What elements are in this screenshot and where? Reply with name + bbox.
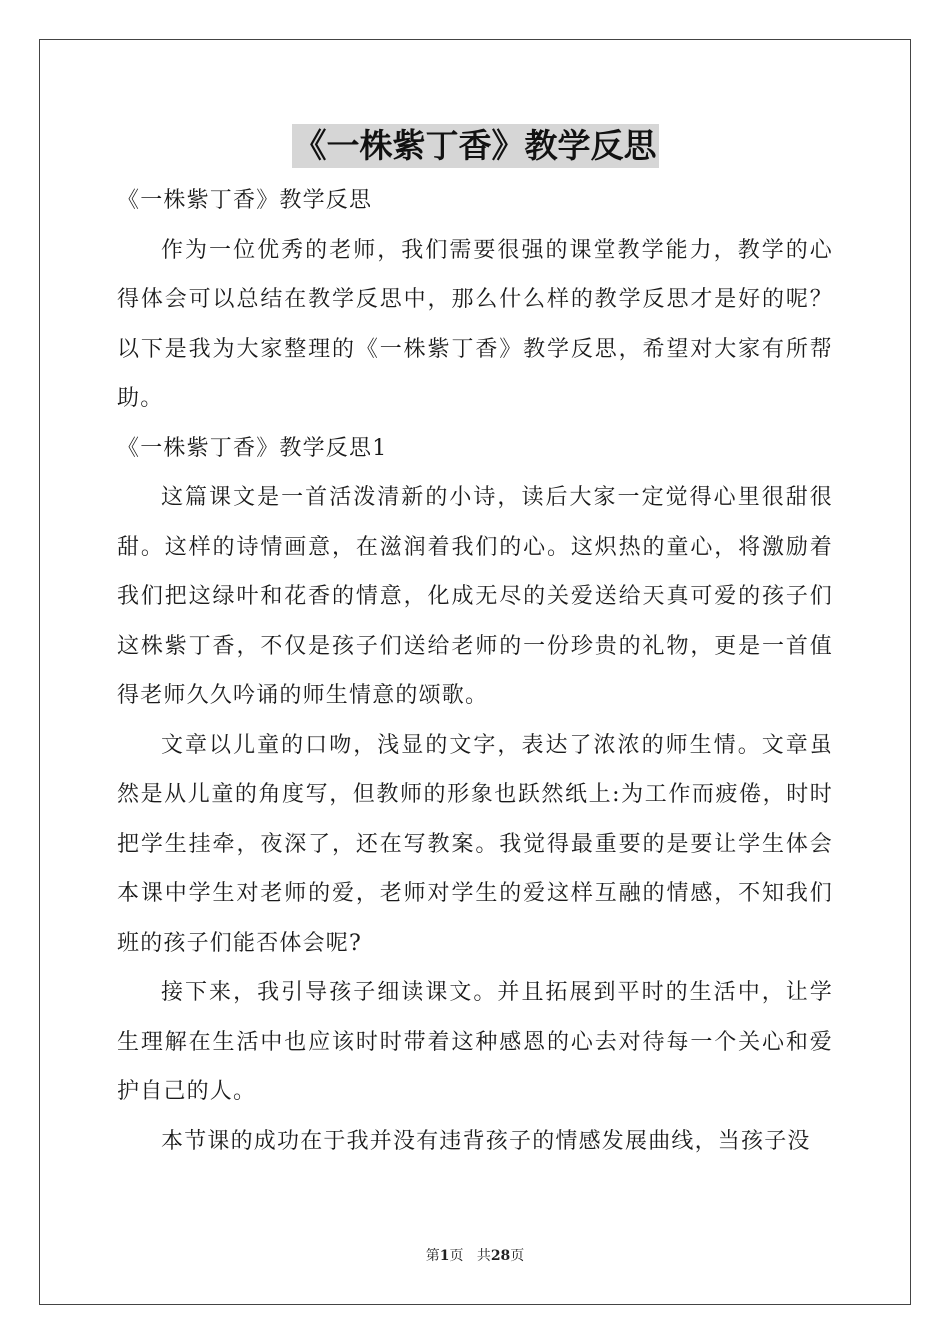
paragraph: 文章以儿童的口吻，浅显的文字，表达了浓浓的师生情。文章虽然是从儿童的角度写，但教师的形象也跃然纸上:为工作而疲倦，时时把学生挂牵，夜深了，还在写教案。我觉得最重要的是要让学生体会本课中学生对老师的爱，老师对学生的爱这样互融的情感，不知我们班的孩子们能否体会呢? <box>117 732 833 956</box>
paragraph: 《一株紫丁香》教学反思 <box>117 188 373 213</box>
title-area <box>0 124 950 168</box>
page-suffix: 页 <box>449 1248 464 1264</box>
page-footer <box>0 1246 950 1266</box>
current-page-number: 1 <box>439 1248 450 1264</box>
paragraph: 《一株紫丁香》教学反思1 <box>117 435 388 461</box>
document-title: 《一株紫丁香》教学反思 <box>292 124 659 168</box>
document-body <box>117 176 833 1166</box>
paragraph: 这篇课文是一首活泼清新的小诗，读后大家一定觉得心里很甜很甜。这样的诗情画意，在滋润着我们的心。这炽热的童心，将激励着我们把这绿叶和花香的情意，化成无尽的关爱送给天真可爱的孩子们这株紫丁香，不仅是孩子们送给老师的一份珍贵的礼物，更是一首值得老师久久吟诵的师生情意的颂歌。 <box>117 485 833 708</box>
paragraph: 作为一位优秀的老师，我们需要很强的课堂教学能力，教学的心得体会可以总结在教学反思中，那么什么样的教学反思才是好的呢？以下是我为大家整理的《一株紫丁香》教学反思，希望对大家有所帮助。 <box>117 237 833 411</box>
page-prefix: 第 <box>425 1248 440 1264</box>
total-suffix: 页 <box>510 1248 525 1264</box>
paragraph: 本节课的成功在于我并没有违背孩子的情感发展曲线，当孩子没 <box>161 1128 811 1154</box>
total-prefix: 共 <box>476 1248 491 1264</box>
paragraph: 接下来，我引导孩子细读课文。并且拓展到平时的生活中，让学生理解在生活中也应该时时带着这种感恩的心去对待每一个关心和爱护自己的人。 <box>117 980 833 1104</box>
total-pages-number: 28 <box>490 1248 511 1264</box>
